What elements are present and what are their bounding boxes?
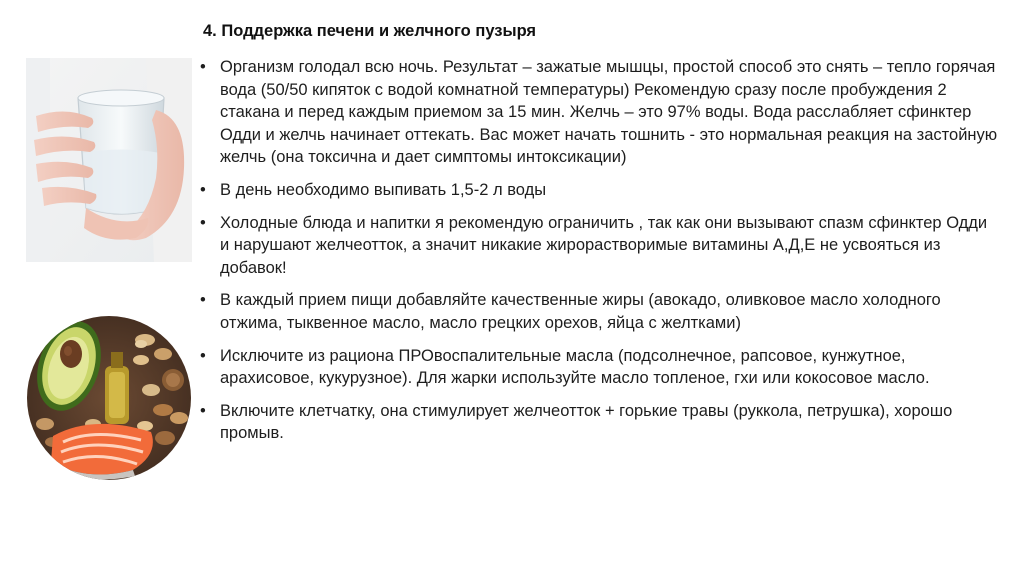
list-item: [198, 289, 998, 334]
bullet-text: Холодные блюда и напитки я рекомендую ограничить , так как они вызывают спазм сфинктер Одди и нарушают желчеотток, а значит никакие жирорастворимые витамины А,Д,Е не усвояться из добавок!: [220, 213, 988, 277]
bullet-text: Исключите из рациона ПРОвоспалительные масла (подсолнечное, рапсовое, кунжутное, арахисовое, кукурузное). Для жарки используйте масло топленое, гхи или кокосовое масло.: [220, 346, 930, 388]
healthy-fats-food-image: [23, 314, 195, 482]
list-item: [198, 179, 998, 202]
bullet-marker: •: [200, 58, 206, 76]
bullet-text: В день необходимо выпивать 1,5-2 л воды: [220, 180, 547, 199]
list-item: [198, 56, 998, 169]
glass-of-water-image: [26, 58, 192, 262]
bullet-text: Организм голодал всю ночь. Результат – зажатые мышцы, простой способ это снять – тепло горячая вода (50/50 кипяток с водой комнатной температуры) Рекомендую сразу после пробуждения 2 стакана и перед каждым приемом за 15 мин. Желчь – это 97% воды. Вода расслабляет сфинктер Одди и желчь начинает оттекать. Вас может начать тошнить - это нормальная реакция на застойную желчь (она токсична и дает симптомы интоксикации): [220, 58, 998, 167]
bullet-marker: •: [200, 346, 206, 365]
list-item: [198, 400, 998, 445]
bullet-marker: •: [200, 180, 206, 199]
bullet-list: [198, 56, 998, 455]
bullet-marker: •: [200, 401, 206, 420]
bullet-text: В каждый прием пищи добавляйте качественные жиры (авокадо, оливковое масло холодного отжима, тыквенное масло, масло грецких орехов, яйца с желтками): [220, 291, 941, 332]
bullet-text: Включите клетчатку, она стимулирует желчеотток + горькие травы (руккола, петрушка), хорошо промыв.: [220, 401, 953, 443]
list-item: [198, 212, 998, 280]
list-item: [198, 345, 998, 390]
slide-title: 4. Поддержка печени и желчного пузыря: [203, 22, 537, 40]
bullet-marker: •: [200, 291, 206, 310]
bullet-marker: •: [200, 213, 206, 232]
